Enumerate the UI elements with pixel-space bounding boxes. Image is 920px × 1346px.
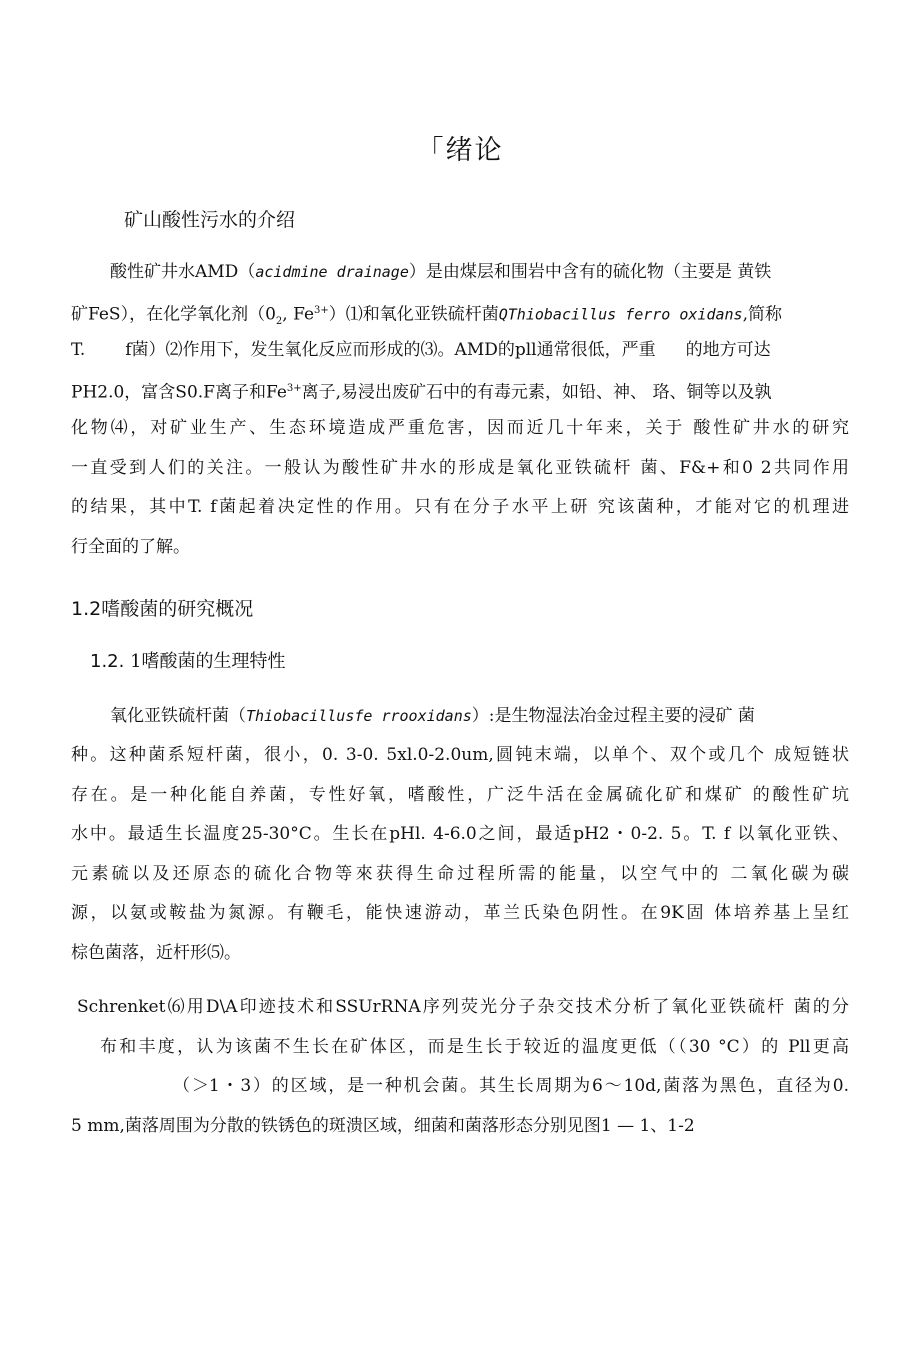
paragraph-line: 元素硫以及还原态的硫化合物等來获得生命过程所需的能量，以空气中的 二氧化碳为碳 (71, 864, 849, 884)
paragraph-line: 矿FeS），在化学氧化剂（$0_2$, $Fe^{3+})⑴$和氧化亚铁硫杆菌QThiobacillus ferro oxidans,简称 (71, 304, 782, 328)
paragraph-line: 源，以氨或鞍盐为氮源。有鞭毛，能快速游动，革兰氏染色阴性。在9K固 体培养基上呈红 (71, 903, 849, 923)
paragraph-line: 氧化亚铁硫杆菌（Thiobacillusfe rrooxidans）:是生物湿法冶金过程主要的浸矿 菌 (110, 706, 755, 726)
paragraph-line: 水中。最适生长温度25-30°C。生长在pHl. 4-6.0之间，最适pH2・0-2. 5。T. f 以氧化亚铁、 (71, 824, 849, 844)
paragraph-line: 化物⑷，对矿业生产、生态环境造成严重危害，因而近几十年来，关于 酸性矿井水的研究 (71, 418, 849, 438)
section-heading-acidophile-research: 1.2嗜酸菌的研究概况 (71, 598, 254, 620)
paragraph-line: 存在。是一种化能自养菌，专性好氧，嗜酸性，广泛牛活在金属硫化矿和煤矿 的酸性矿坑 (71, 785, 849, 805)
paragraph-line: 布和丰度，认为该菌不生长在矿体区，而是生长于较近的温度更低（（30 °C）的 Pll更高 (100, 1037, 849, 1057)
paragraph-line: 棕色菌落，近杆形⑸。 (71, 943, 241, 963)
section-heading-mine-acid-water: 矿山酸性污水的介绍 (124, 209, 296, 231)
paragraph-line: T. f菌）⑵作用下，发生氧化反应而形成的⑶。AMD的pll通常很低，严重 的地方可达 (71, 340, 771, 360)
paragraph-line: （＞1・3）的区域，是一种机会菌。其生长周期为6～10d,菌落为黑色，直径为0. (173, 1076, 849, 1096)
paragraph-line: 5 mm,菌落周围为分散的铁锈色的斑溃区域，细菌和菌落形态分别见图1 — 1、1-2 (71, 1116, 695, 1136)
paragraph-line: 一直受到人们的关注。一般认为酸性矿井水的形成是氧化亚铁硫杆 菌、F&+和0 2共同作用 (71, 458, 849, 478)
subsection-heading: 1.2. 1嗜酸菌的生理特性 (90, 651, 286, 672)
chapter-title: 「绪论 (416, 135, 504, 166)
paragraph-line: 的结果，其中T. f菌起着决定性的作用。只有在分子水平上研 究该菌种，才能对它的机理进 (71, 497, 849, 517)
paragraph-line: 酸性矿井水AMD（acidmine drainage）是由煤层和围岩中含有的硫化物（主要是 黄铁 (110, 262, 772, 282)
paragraph-line: Schrenket⑹用D\A印迹技术和SSUrRNA序列荧光分子杂交技术分析了氧化亚铁硫杆 菌的分 (77, 997, 849, 1017)
paragraph-line: 种。这种菌系短杆菌，很小，0. 3-0. 5xl.0-2.0um,圆钝末端，以单个、双个或几个 成短链状 (71, 745, 849, 765)
paragraph-line: 行全面的了解。 (71, 537, 190, 557)
paragraph-line: PH2.0，富含S0.F离子和$Fe^{3+}$离子,易浸出废矿石中的有毒元素，如铅、神、 珞、铜等以及孰 (71, 382, 772, 403)
